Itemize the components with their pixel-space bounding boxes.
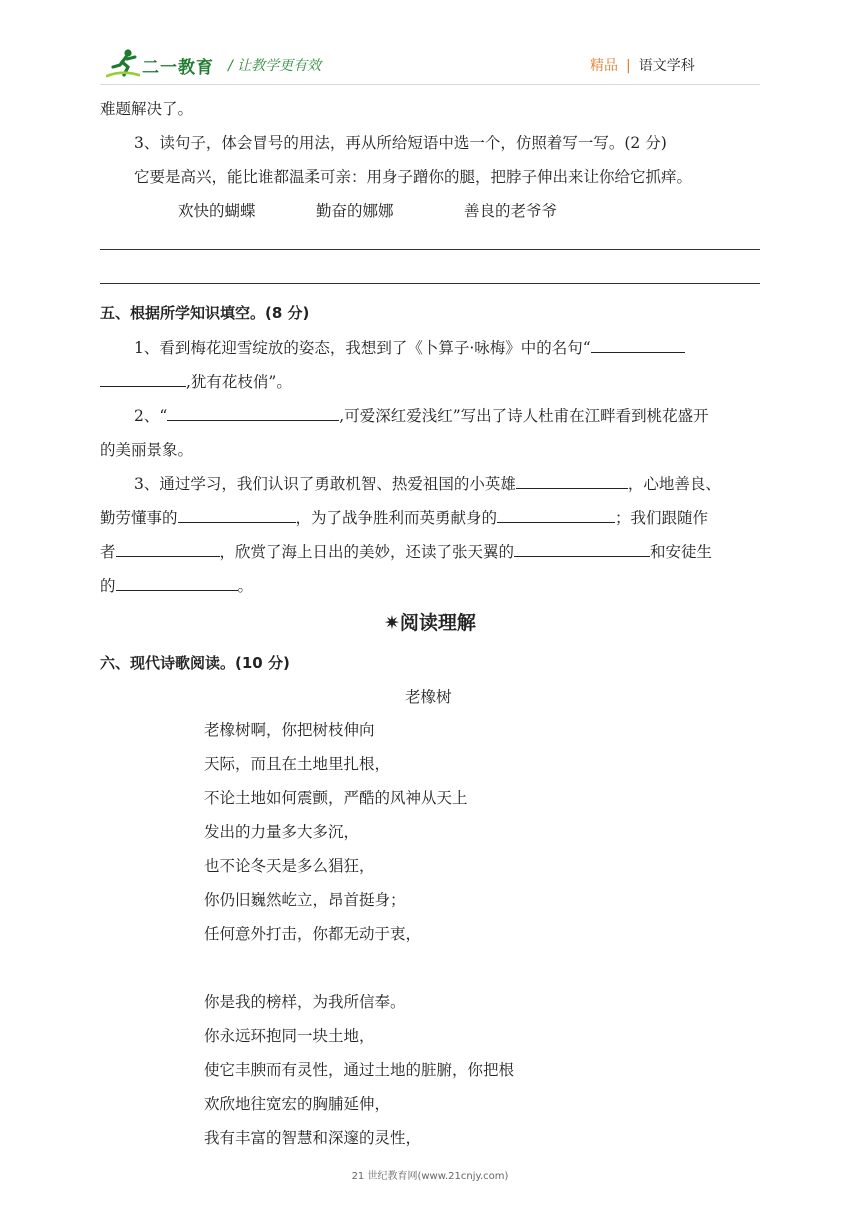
- q5-item3-text-g: ，欣赏了海上日出的美妙，还读了张天翼的: [219, 543, 515, 561]
- q5-title: 五、根据所学知识填空。(8 分): [100, 304, 310, 322]
- poem-line: 任何意外打击，你都无动于衷，: [204, 925, 422, 943]
- q5-item3-text-a: 3、通过学习，我们认识了勇敢机智、热爱祖国的小英雄: [134, 475, 516, 493]
- subject-label: 语文学科: [638, 58, 695, 74]
- q5-item3-text-d: ，为了战争胜利而英勇献身的: [295, 509, 498, 527]
- poem-title: 老橡树: [405, 688, 452, 706]
- q5-item3-line2: [100, 506, 708, 528]
- q5-item1-line1: [134, 336, 685, 358]
- q5-item3-text-i: 的: [100, 577, 116, 595]
- poem-line: 天际，而且在土地里扎根，: [204, 755, 391, 773]
- q5-item3-text-b: ，心地善良、: [627, 475, 721, 493]
- logo-text: 二一教育: [142, 58, 214, 78]
- blank-3e[interactable]: [514, 541, 650, 557]
- q4-item3-prompt: 3、读句子，体会冒号的用法，再从所给短语中选一个，仿照着写一写。(2 分): [134, 134, 667, 152]
- poem-line: 你仍旧巍然屹立，昂首挺身；: [204, 891, 406, 909]
- q5-item3-text-f: 者: [100, 543, 116, 561]
- q5-item3-text-h: 和安徒生: [650, 543, 713, 561]
- blank-3c[interactable]: [497, 507, 615, 523]
- poem-line: 也不论冬天是多么猖狂，: [204, 857, 375, 875]
- blank-3a[interactable]: [516, 473, 628, 489]
- header-separator: |: [626, 58, 631, 74]
- blank-3d[interactable]: [116, 541, 220, 557]
- q5-item3-line4: [100, 574, 253, 596]
- poem-line: 你是我的榜样，为我所信奉。: [204, 993, 406, 1011]
- q5-item2-open: 2、“: [134, 407, 168, 425]
- answer-line-1[interactable]: [100, 249, 760, 250]
- answer-line-2[interactable]: [100, 283, 760, 284]
- logo: [106, 48, 222, 80]
- poem-line: 使它丰腴而有灵性，通过土地的脏腑，你把根: [204, 1061, 515, 1079]
- header-divider: [100, 84, 760, 85]
- blank-1b[interactable]: [100, 371, 186, 387]
- poem-line: 我有丰富的智慧和深邃的灵性，: [204, 1129, 422, 1147]
- q4-tail: 难题解决了。: [100, 100, 194, 118]
- q5-item3-line1: [134, 472, 721, 494]
- poem-line: 你永远环抱同一块土地，: [204, 1027, 375, 1045]
- q6-title: 六、现代诗歌阅读。(10 分): [100, 654, 290, 672]
- q5-item3-text-j: 。: [237, 577, 254, 595]
- q5-item1-line2: [100, 370, 292, 392]
- poem-line: 不论土地如何震颤，严酷的风神从天上: [204, 789, 468, 807]
- section-heading: [384, 608, 476, 635]
- q5-item2-line2: 的美丽景象。: [100, 441, 194, 459]
- q5-item3-line3: [100, 540, 712, 562]
- blank-3b[interactable]: [178, 507, 296, 523]
- q5-item1-tail: ,犹有花枝俏”。: [186, 373, 292, 391]
- runner-logo-icon: [106, 48, 140, 80]
- blank-1a[interactable]: [591, 337, 685, 353]
- section-title: 阅读理解: [399, 612, 476, 634]
- quality-label: 精品: [590, 58, 618, 74]
- poem-line: 老橡树啊，你把树枝伸向: [204, 721, 375, 739]
- header-subject: [590, 55, 695, 75]
- q5-item2-text: ,可爱深红爱浅红”写出了诗人杜甫在江畔看到桃花盛开: [339, 407, 709, 425]
- q5-item1-text: 1、看到梅花迎雪绽放的姿态，我想到了《卜算子·咏梅》中的名句“: [134, 339, 591, 357]
- star-icon: ✷: [384, 612, 400, 634]
- option-1: 欢快的蝴蝶: [178, 202, 256, 220]
- option-2: 勤奋的娜娜: [316, 202, 394, 220]
- option-3: 善良的老爷爷: [464, 202, 558, 220]
- q4-item3-example: 它要是高兴，能比谁都温柔可亲：用身子蹭你的腿，把脖子伸出来让你给它抓痒。: [134, 168, 693, 186]
- blank-3f[interactable]: [116, 575, 238, 591]
- header-slogan: / 让教学更有效: [228, 58, 322, 74]
- q5-item3-text-c: 勤劳懂事的: [100, 509, 178, 527]
- poem-line: 欢欣地往宽宏的胸脯延伸，: [204, 1095, 391, 1113]
- q5-item3-text-e: ；我们跟随作: [615, 509, 709, 527]
- poem-line: 发出的力量多大多沉，: [204, 823, 360, 841]
- blank-2[interactable]: [167, 405, 339, 421]
- page-footer: 21 世纪教育网(www.21cnjy.com): [351, 1171, 509, 1182]
- q5-item2-line1: [134, 404, 709, 426]
